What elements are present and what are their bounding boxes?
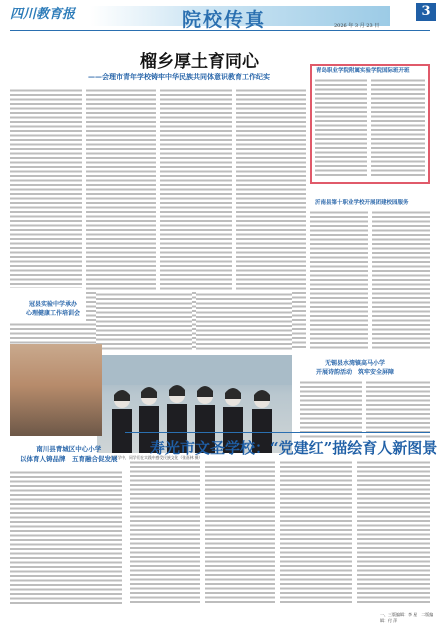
left-mid-headline-line2: 心理健康工作培训会: [26, 310, 81, 317]
masthead-rule: [10, 30, 430, 31]
right-lower-headline-line2: 开展诗韵活动 筑牢安全屏障: [315, 369, 394, 376]
page-number: 3: [416, 3, 436, 21]
bottom-section-rule: [125, 432, 430, 433]
page-footer: 一、三版编辑：李 星 二版编辑：付 萍: [380, 612, 434, 623]
bottom-column-1: [130, 460, 200, 605]
lead-subheadline: ——会理市青年学校铸牢中华民族共同体意识教育工作纪实: [88, 72, 270, 81]
left-bottom-headline: [20, 444, 118, 464]
bottom-column-2: [205, 460, 275, 605]
issue-date: 2026 年 3 月 23 日: [334, 23, 380, 29]
left-mid-headline-line1: 冠县实验中学承办: [29, 301, 78, 308]
left-bottom-column: [10, 470, 122, 605]
right-mid-headline: 沂南县第十职业学校开展团建校园服务: [315, 200, 409, 206]
right-lower-headline-line1: 无锡县水湾镇高马小学: [324, 360, 385, 367]
left-bottom-headline-line2: 以体育人铸品牌 五育融合促发展: [20, 455, 118, 463]
classroom-photo: [10, 344, 102, 436]
bottom-column-3: [280, 460, 352, 605]
lead-column-1: [10, 88, 82, 288]
right-top-column-1: [315, 78, 367, 178]
main-photo-caption: 在研学中，同学们在实践中感受民族文化（张嘉林 摄）: [110, 455, 203, 460]
section-title: 院校传真: [182, 9, 267, 31]
left-bottom-headline-line1: 南川县青城区中心小学: [36, 445, 102, 453]
right-lower-column-2: [366, 380, 430, 440]
left-mid-column-3: [196, 292, 292, 352]
right-lower-column-1: [300, 380, 362, 440]
bottom-headline: 寿光市文圣学校：“党建红”描绘育人新图景: [150, 439, 438, 457]
right-mid-column-2: [372, 210, 430, 350]
right-lower-headline: [300, 359, 410, 377]
bottom-column-4: [357, 460, 430, 605]
right-top-column-2: [371, 78, 425, 178]
newspaper-logo: 四川教育报: [10, 7, 76, 22]
left-mid-column-2: [96, 292, 192, 352]
left-mid-headline: [26, 300, 80, 318]
lead-headline: 榴乡厚土育同心: [140, 52, 259, 72]
right-mid-column-1: [310, 210, 368, 350]
right-top-headline: 青岛职业学院附属实验学院国际班开班: [316, 68, 410, 74]
